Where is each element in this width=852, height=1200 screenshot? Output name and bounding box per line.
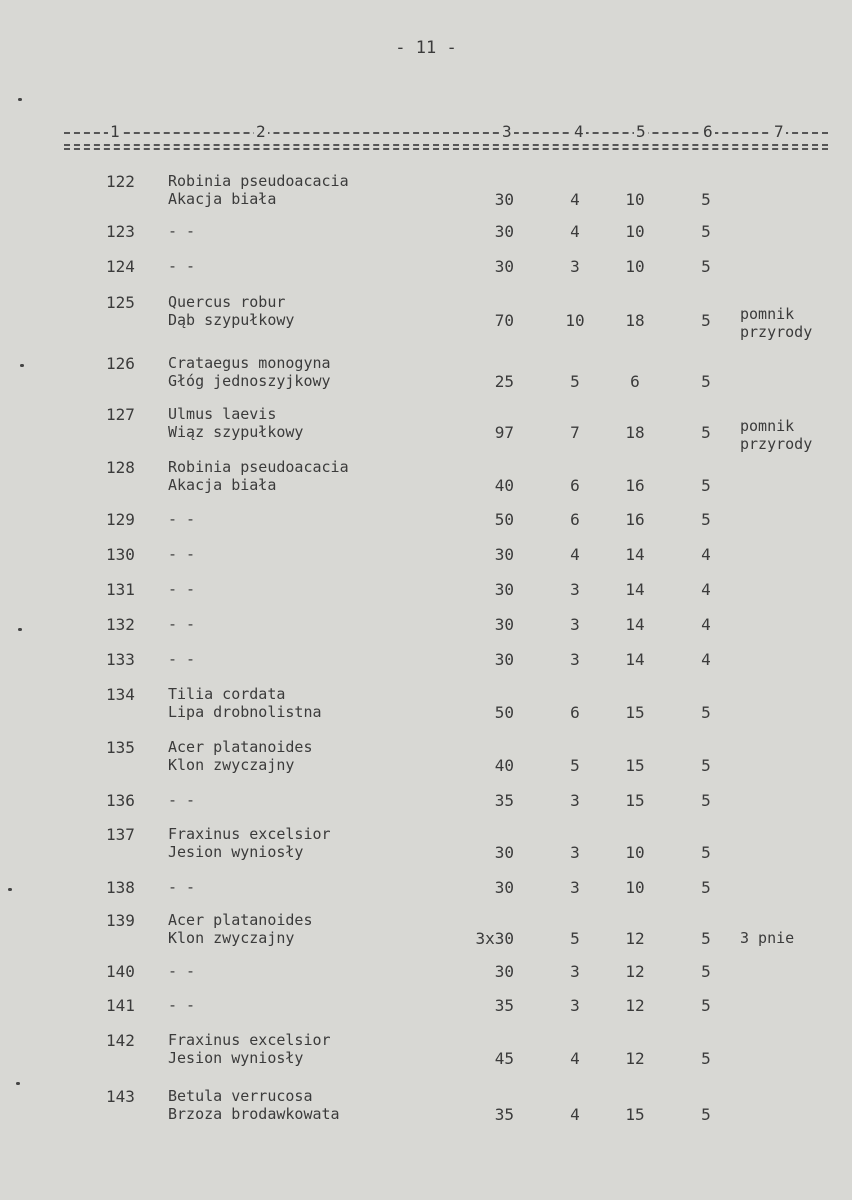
col-3-value: 97 [494,423,514,442]
species-latin: Tilia cordata [168,685,286,703]
col-5-value: 10 [625,190,645,209]
row-number: 132 [106,615,135,634]
header-col-2: 2 [256,122,266,141]
header-col-1: 1 [110,122,120,141]
col-4-value: 10 [565,311,585,330]
species-latin: Robinia pseudoacacia [168,458,349,476]
species-polish: Lipa drobnolistna [168,703,322,721]
species-latin: - - [168,996,196,1014]
col-6-value: 5 [701,190,711,209]
row-number: 141 [106,996,135,1015]
row-number: 123 [106,222,135,241]
species-polish: Brzoza brodawkowata [168,1105,340,1123]
col-6-value: 5 [701,423,711,442]
col-3-value: 30 [494,222,514,241]
species-latin: - - [168,615,196,633]
species-latin: - - [168,545,196,563]
col-3-value: 30 [494,580,514,599]
col-5-value: 15 [625,791,645,810]
table-header [64,118,828,154]
header-col-5: 5 [636,122,646,141]
col-4-value: 5 [570,756,580,775]
col-4-value: 6 [570,476,580,495]
col-3-value: 30 [494,190,514,209]
col-3-value: 30 [494,615,514,634]
species-latin: Ulmus laevis [168,405,277,423]
col-4-value: 3 [570,791,580,810]
species-latin: - - [168,510,196,528]
col-5-value: 12 [625,929,645,948]
col-3-value: 30 [494,878,514,897]
col-3-value: 25 [494,372,514,391]
species-latin: Fraxinus excelsior [168,825,331,843]
col-6-value: 5 [701,1105,711,1124]
col-4-value: 4 [570,222,580,241]
species-latin: - - [168,791,196,809]
col-5-value: 6 [630,372,640,391]
header-col-3: 3 [502,122,512,141]
col-6-value: 4 [701,545,711,564]
species-polish: Klon zwyczajny [168,929,295,947]
col-5-value: 12 [625,996,645,1015]
col-6-value: 5 [701,703,711,722]
col-3-value: 40 [494,476,514,495]
col-4-value: 6 [570,510,580,529]
row-number: 127 [106,405,135,424]
col-4-value: 5 [570,929,580,948]
remark-line-2: przyrody [740,323,813,341]
row-number: 128 [106,458,135,477]
col-5-value: 10 [625,257,645,276]
row-number: 122 [106,172,135,191]
row-number: 139 [106,911,135,930]
header-col-6: 6 [703,122,713,141]
col-4-value: 3 [570,996,580,1015]
species-polish: Dąb szypułkowy [168,311,295,329]
species-polish: Jesion wyniosły [168,1049,304,1067]
col-6-value: 5 [701,311,711,330]
row-number: 130 [106,545,135,564]
col-3-value: 30 [494,843,514,862]
row-number: 129 [106,510,135,529]
row-number: 143 [106,1087,135,1106]
species-latin: - - [168,962,196,980]
col-4-value: 4 [570,1049,580,1068]
remark-line-2: 3 pnie [740,929,795,947]
remark-line-2: przyrody [740,435,813,453]
col-6-value: 5 [701,878,711,897]
col-4-value: 6 [570,703,580,722]
col-6-value: 5 [701,929,711,948]
col-6-value: 5 [701,222,711,241]
col-6-value: 4 [701,650,711,669]
col-6-value: 5 [701,257,711,276]
col-5-value: 10 [625,843,645,862]
header-col-4: 4 [574,122,584,141]
col-3-value: 50 [494,703,514,722]
col-5-value: 15 [625,703,645,722]
col-3-value: 50 [494,510,514,529]
remark-line-1: pomnik [740,417,795,435]
col-3-value: 45 [494,1049,514,1068]
col-6-value: 5 [701,510,711,529]
species-latin: Quercus robur [168,293,286,311]
species-latin: - - [168,257,196,275]
col-5-value: 18 [625,311,645,330]
row-number: 138 [106,878,135,897]
col-3-value: 70 [494,311,514,330]
col-5-value: 12 [625,1049,645,1068]
col-4-value: 3 [570,257,580,276]
species-latin: - - [168,650,196,668]
margin-speck [16,1082,20,1085]
row-number: 125 [106,293,135,312]
col-6-value: 5 [701,372,711,391]
row-number: 126 [106,354,135,373]
col-5-value: 14 [625,650,645,669]
species-polish: Klon zwyczajny [168,756,295,774]
col-6-value: 4 [701,615,711,634]
col-3-value: 30 [494,545,514,564]
margin-speck [18,628,22,631]
col-5-value: 10 [625,878,645,897]
col-4-value: 7 [570,423,580,442]
page-number: - 11 - [395,38,457,58]
species-polish: Akacja biała [168,190,277,208]
header-double-rule-bottom [64,148,828,150]
species-latin: Acer platanoides [168,911,313,929]
col-4-value: 3 [570,962,580,981]
margin-speck [20,364,24,367]
species-latin: Robinia pseudoacacia [168,172,349,190]
col-3-value: 35 [494,791,514,810]
col-3-value: 30 [494,257,514,276]
species-latin: - - [168,878,196,896]
species-polish: Jesion wyniosły [168,843,304,861]
col-5-value: 10 [625,222,645,241]
row-number: 140 [106,962,135,981]
species-latin: - - [168,580,196,598]
col-4-value: 3 [570,615,580,634]
col-5-value: 14 [625,545,645,564]
col-4-value: 3 [570,580,580,599]
col-3-value: 35 [494,996,514,1015]
species-polish: Akacja biała [168,476,277,494]
col-5-value: 14 [625,615,645,634]
species-latin: Crataegus monogyna [168,354,331,372]
col-6-value: 5 [701,1049,711,1068]
remark-line-1: pomnik [740,305,795,323]
row-number: 136 [106,791,135,810]
col-3-value: 40 [494,756,514,775]
col-6-value: 5 [701,756,711,775]
col-4-value: 3 [570,843,580,862]
col-3-value: 35 [494,1105,514,1124]
col-5-value: 18 [625,423,645,442]
margin-speck [8,888,12,891]
row-number: 137 [106,825,135,844]
col-5-value: 15 [625,756,645,775]
col-5-value: 15 [625,1105,645,1124]
species-polish: Głóg jednoszyjkowy [168,372,331,390]
col-4-value: 3 [570,878,580,897]
col-5-value: 16 [625,510,645,529]
header-col-7: 7 [774,122,784,141]
species-polish: Wiąz szypułkowy [168,423,304,441]
col-4-value: 5 [570,372,580,391]
row-number: 124 [106,257,135,276]
col-5-value: 12 [625,962,645,981]
col-3-value: 30 [494,962,514,981]
row-number: 135 [106,738,135,757]
col-5-value: 14 [625,580,645,599]
col-6-value: 5 [701,962,711,981]
col-6-value: 5 [701,843,711,862]
row-number: 133 [106,650,135,669]
col-4-value: 4 [570,190,580,209]
species-latin: Fraxinus excelsior [168,1031,331,1049]
col-6-value: 5 [701,476,711,495]
col-6-value: 5 [701,791,711,810]
col-4-value: 4 [570,545,580,564]
col-3-value: 30 [494,650,514,669]
col-5-value: 16 [625,476,645,495]
row-number: 134 [106,685,135,704]
col-4-value: 3 [570,650,580,669]
species-latin: - - [168,222,196,240]
row-number: 131 [106,580,135,599]
col-6-value: 4 [701,580,711,599]
col-4-value: 4 [570,1105,580,1124]
header-double-rule-top [64,144,828,146]
row-number: 142 [106,1031,135,1050]
col-6-value: 5 [701,996,711,1015]
species-latin: Acer platanoides [168,738,313,756]
col-3-value: 3x30 [475,929,514,948]
margin-speck [18,98,22,101]
species-latin: Betula verrucosa [168,1087,313,1105]
